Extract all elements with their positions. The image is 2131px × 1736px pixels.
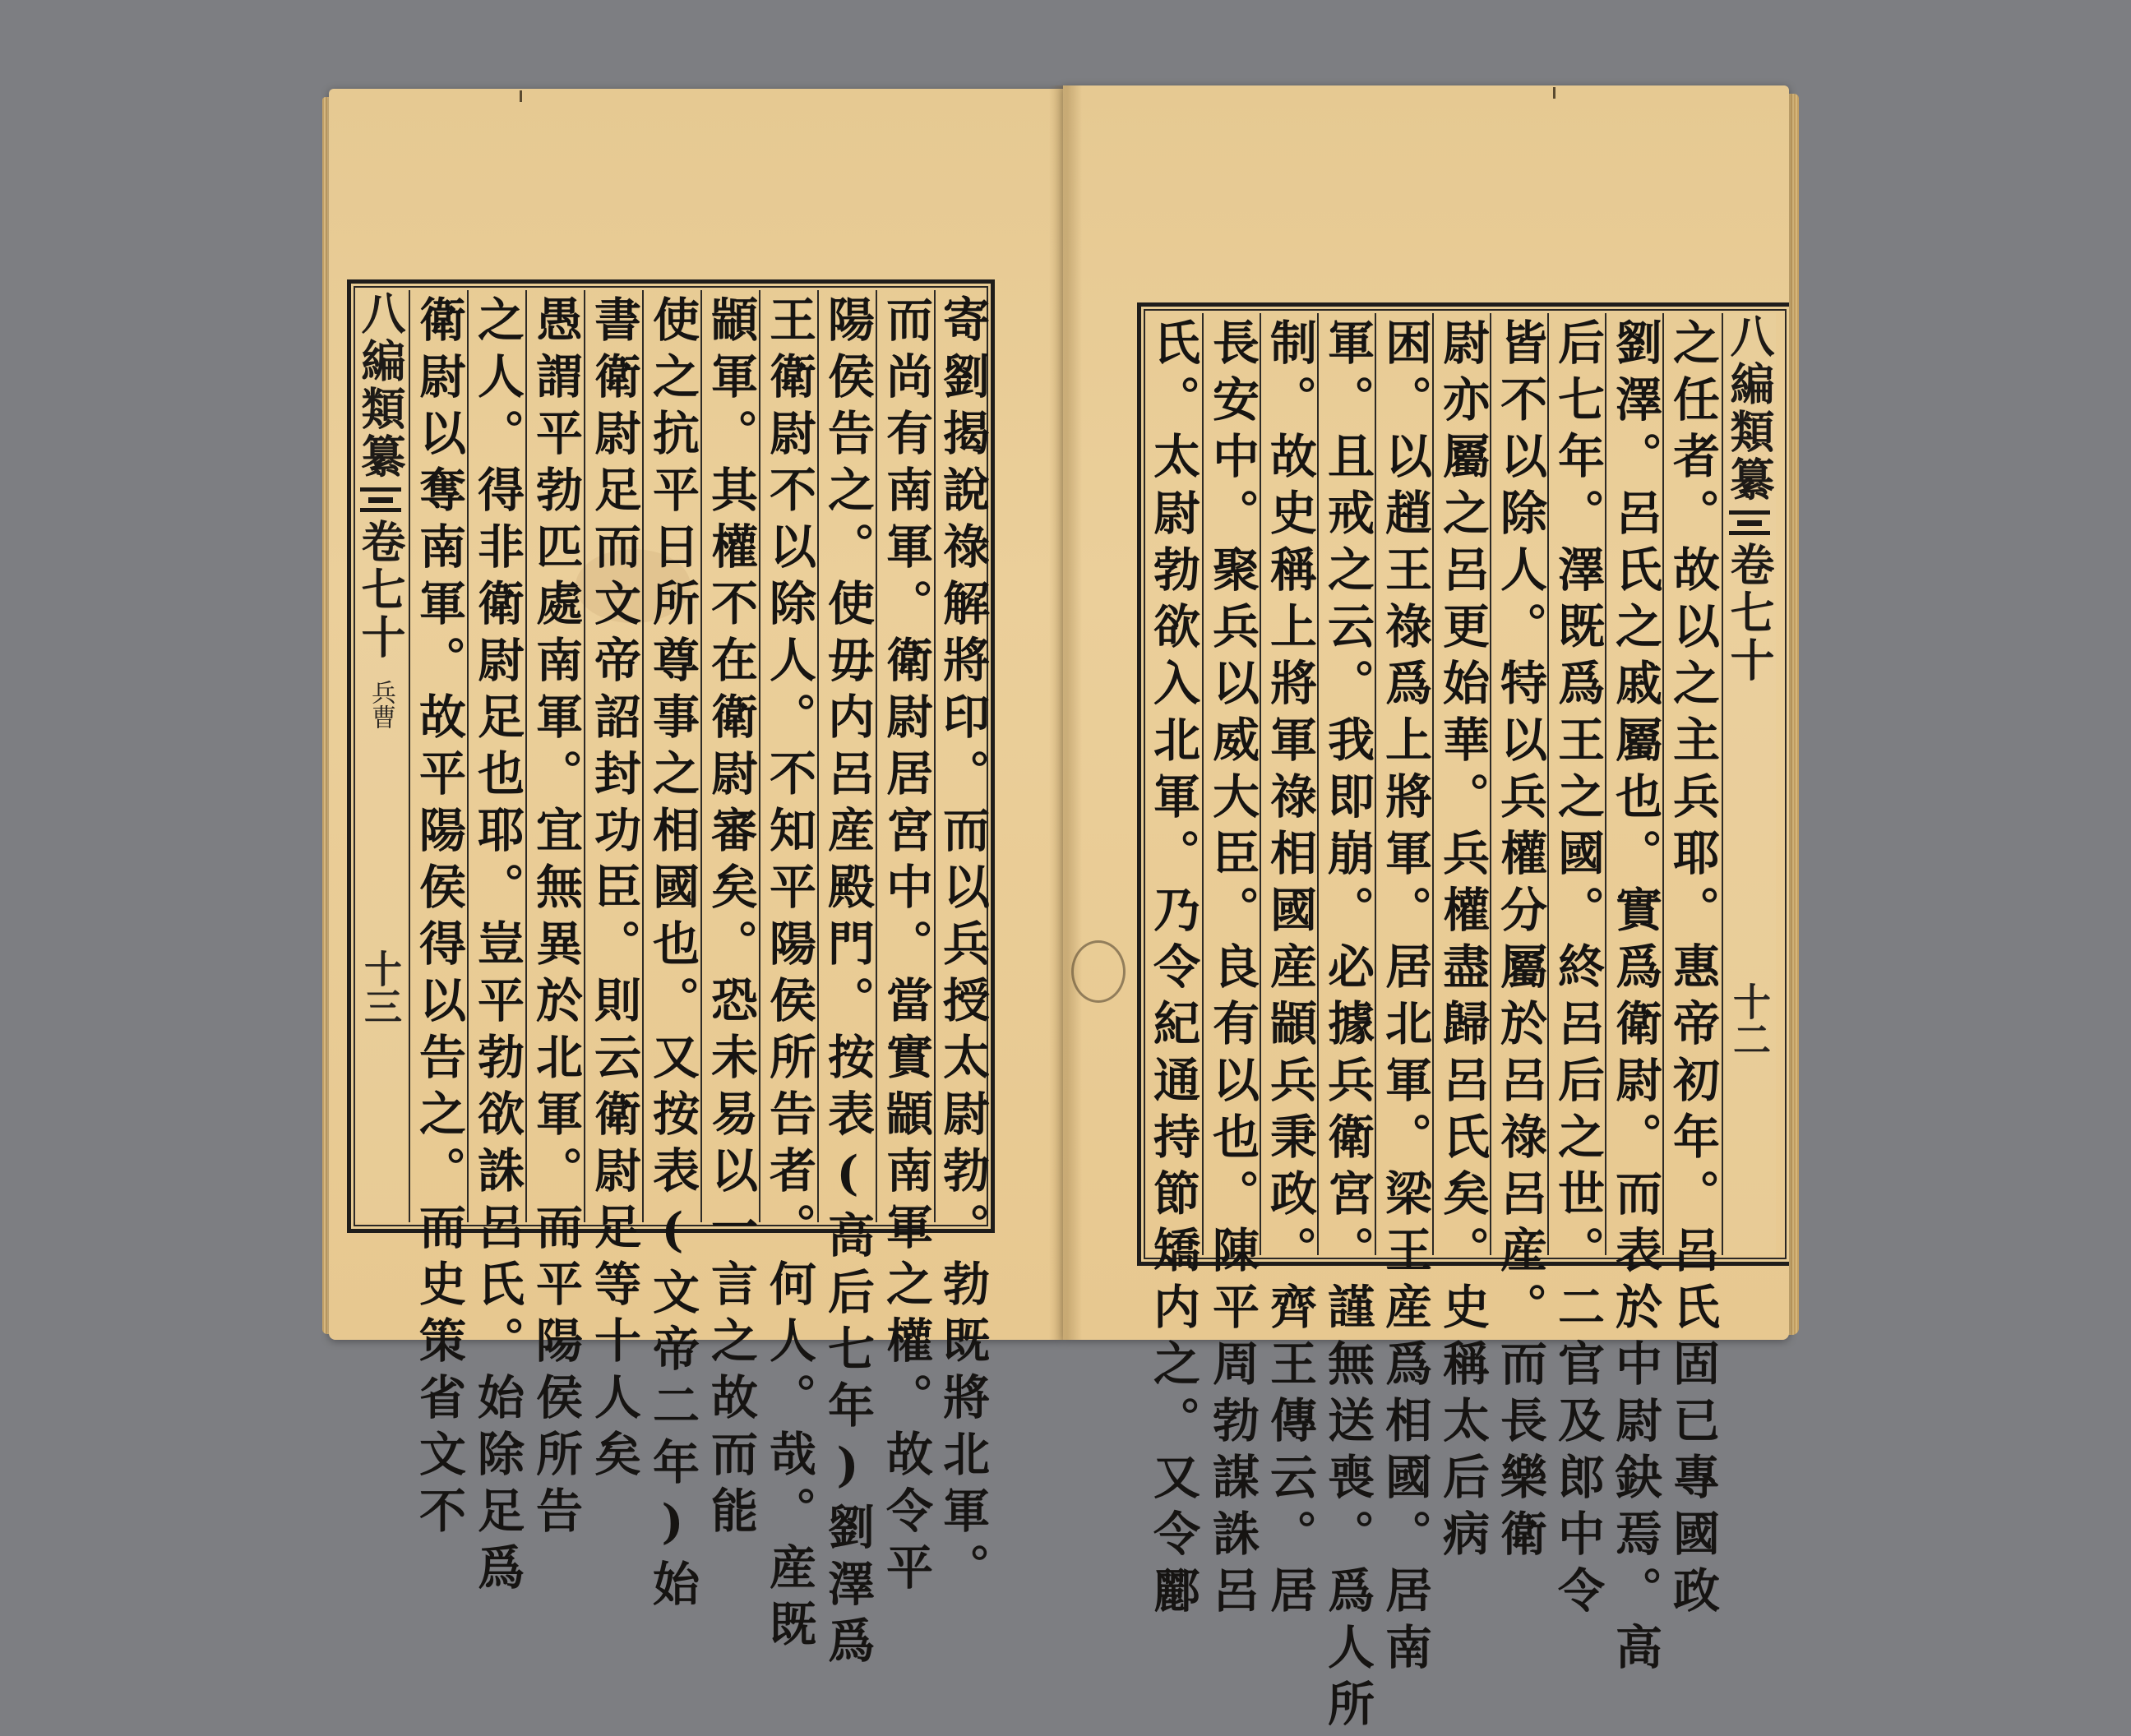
text-column: 衛尉以奪南軍。故平陽侯得以告之。而史策省文不 (409, 290, 468, 1222)
text-column: 而尚有南軍。衛尉居宮中。當實顓南軍之權。故令平 (876, 290, 935, 1222)
text-column: 使之抗平日所尊事之相國也。又按表(文帝二年)始 (642, 290, 701, 1222)
book-gutter (1049, 85, 1082, 1340)
right-text-frame (1137, 302, 1789, 1736)
book-title: 八編類纂 (354, 290, 407, 481)
top-notch (1553, 87, 1555, 99)
text-column: 之人。得非衛尉足也耶。豈平勃欲誅呂氏。始除足爲 (467, 290, 526, 1222)
text-column: 軍。且戒之云。我即崩。必據兵衛宮。謹無送喪。爲人所 (1317, 313, 1376, 1255)
text-column: 尉亦屬之呂更始華。兵權盡歸呂氏矣。史稱太后病 (1432, 313, 1491, 1255)
top-notch (520, 90, 522, 102)
volume-number: 卷七十 (354, 519, 407, 662)
fishtail-mark (360, 487, 401, 512)
text-column: 之任者。故以之主兵耶。惠帝初年。呂氏固已專國政 (1662, 313, 1722, 1255)
text-column: 書衛尉足而文帝詔封功臣。則云衛尉足等十人矣 (584, 290, 643, 1222)
text-column: 后七年。澤既爲王之國。終呂后之世。二官及郎中令 (1547, 313, 1606, 1255)
text-column: 王衛尉不以除人。不知平陽侯所告者。何人。哉。産既 (759, 290, 818, 1222)
text-column: 劉澤。呂氏之戚屬也。實爲衛尉。而表於中尉鈌焉。高 (1605, 313, 1664, 1255)
text-column: 陽侯告之。使毋内呂産殿門。按表(高后七年)劉澤爲 (817, 290, 876, 1222)
text-column: 制。故史稱上將軍祿相國産顓兵秉政。齊王傳云。居 (1260, 313, 1319, 1255)
right-page-margin-header (1722, 313, 1776, 1255)
text-column: 氏。太尉勃欲入北軍。乃令紀通持節矯内之。又令酈 (1145, 318, 1201, 1623)
text-column: 長安中。聚兵以威大臣。良有以也。陳平周勃謀誅呂 (1202, 313, 1261, 1255)
text-column: 皆不以除人。特以兵權分屬於呂祿呂産。而長樂衛 (1490, 313, 1549, 1255)
volume-number: 卷七十 (1723, 542, 1776, 685)
page-number: 十三 (358, 949, 403, 1025)
left-page-margin-header (354, 290, 407, 1222)
fishtail-mark (1729, 510, 1770, 535)
page-number: 十二 (1727, 982, 1772, 1058)
text-column: 寄劉揭說祿解將印。而以兵授太尉勃。勃既將北軍。 (934, 290, 990, 1222)
text-column: 愚謂平勃匹處南軍。宜無異於北軍。而平陽侯所告 (525, 290, 585, 1222)
left-text-frame (347, 279, 995, 1673)
text-column: 顓軍。其權不在衛尉審矣。恐未易以一言之故而能 (700, 290, 760, 1222)
section-name: 兵曹 (367, 680, 395, 729)
book-title: 八編類纂 (1723, 313, 1776, 504)
text-column: 困。以趙王祿爲上將軍。居北軍。梁王産爲相國。居南 (1375, 313, 1434, 1255)
